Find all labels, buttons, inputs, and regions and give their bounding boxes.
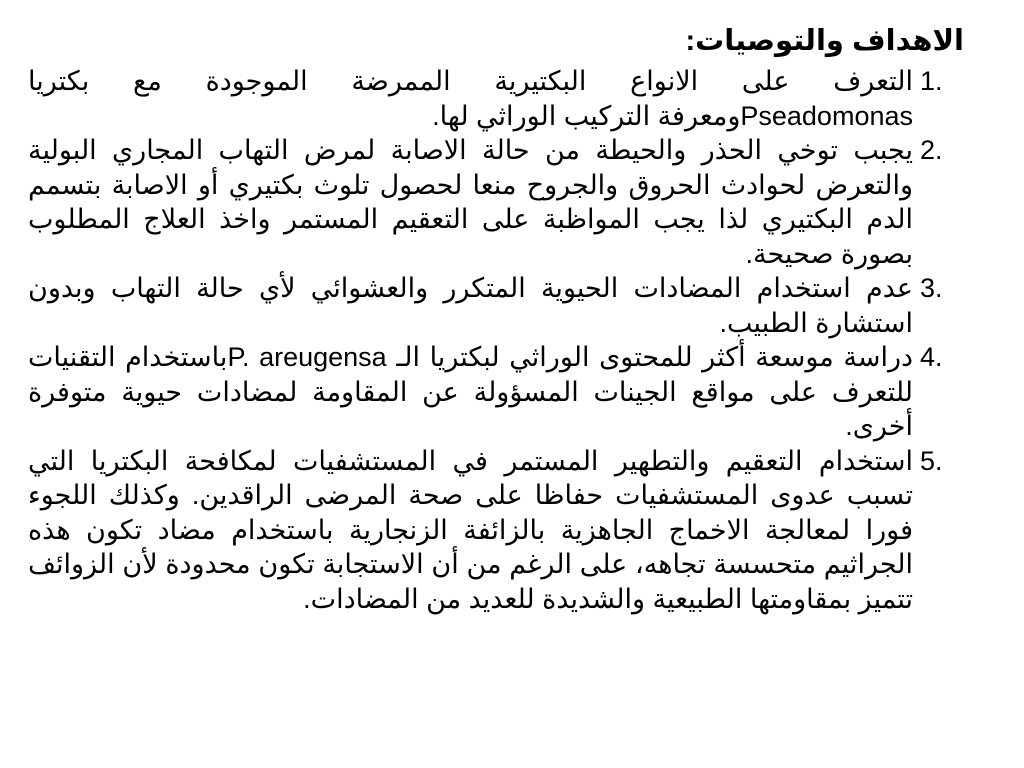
item-number: 5.: [920, 445, 943, 476]
item-number: 2.: [920, 135, 943, 165]
item-number: 3.: [920, 273, 943, 303]
item-number: 4.: [920, 342, 943, 372]
item-text: يجبب توخي الحذر والحيطة من حالة الاصابة لمرض التهاب المجاري البولية والتعرض لحوادث الحروق والجروح منعا لحصول تلوث بكتيري أو الاصابة بتسمم الدم البكتيري لذا يجب المواظبة على التعقيم المستمر واخذ العلاج المطلوب بصورة صحيحة.: [28, 135, 913, 269]
list-item: [28, 340, 968, 444]
list-item: [28, 64, 968, 133]
recommendations-list: [28, 64, 968, 616]
list-item: [28, 444, 968, 617]
item-text: التعرف على الانواع البكتيرية الممرضة الموجودة مع بكتريا Pseadomonasومعرفة التركيب الوراثي لها.: [28, 66, 913, 131]
slide-title: الاهداف والتوصيات:: [685, 25, 964, 57]
item-number: 1.: [920, 66, 943, 96]
list-item: [28, 133, 968, 271]
item-text: دراسة موسعة أكثر للمحتوى الوراثي لبكتريا الـ P. areugensaباستخدام التقنيات للتعرف على مواقع الجينات المسؤولة عن المقاومة لمضادات حيوية متوفرة أخرى.: [28, 342, 914, 441]
list-item: [28, 271, 968, 340]
item-text: استخدام التعقيم والتطهير المستمر في المستشفيات لمكافحة البكتريا التي تسبب عدوى المستشفيات حفاظا على صحة المرضى الراقدين. وكذلك اللجوء فورا لمعالجة الاخماج الجاهزية بالزائفة الزنجارية باستخدام مضاد تكون هذه الجراثيم متحسسة تجاهه، على الرغم من أن الاستجابة تكون محدودة لأن الزوائف تتميز بمقاومتها الطبيعية والشديدة للعديد من المضادات.: [28, 445, 913, 614]
item-text: عدم استخدام المضادات الحيوية المتكرر والعشوائي لأي حالة التهاب وبدون استشارة الطبيب.: [28, 273, 913, 338]
